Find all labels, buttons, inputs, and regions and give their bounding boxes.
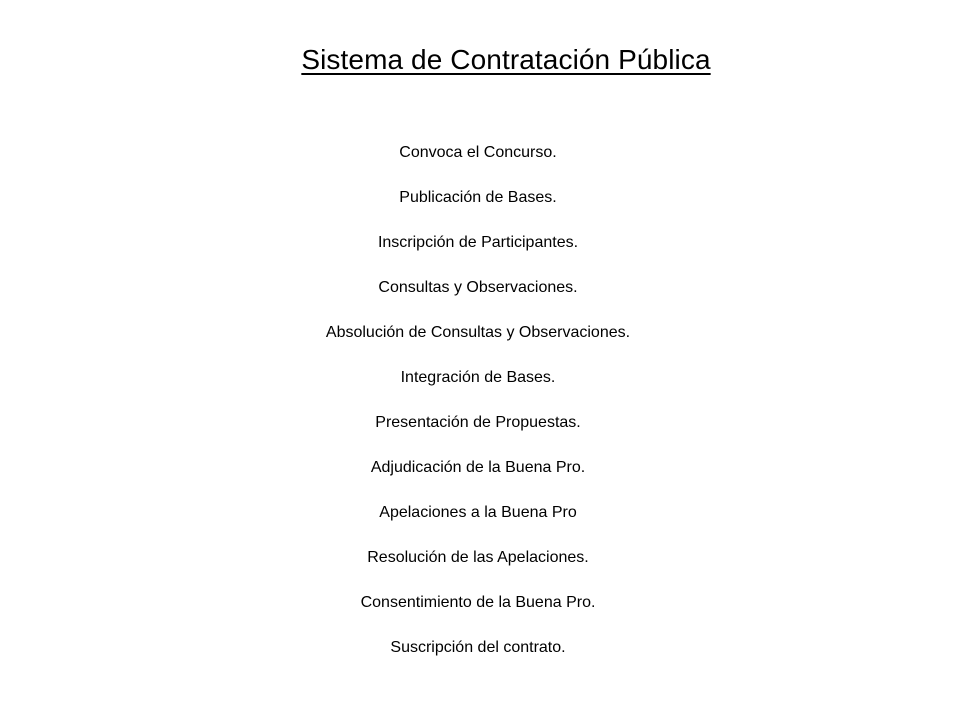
process-step: Absolución de Consultas y Observaciones.	[325, 324, 631, 341]
process-step: Publicación de Bases.	[399, 189, 557, 206]
process-step: Convoca el Concurso.	[399, 144, 557, 161]
slide-title: Sistema de Contratación Pública	[301, 44, 711, 75]
process-step: Resolución de las Apelaciones.	[367, 549, 589, 566]
process-step: Integración de Bases.	[400, 369, 556, 386]
process-step: Apelaciones a la Buena Pro	[379, 504, 577, 521]
process-step: Presentación de Propuestas.	[375, 414, 581, 431]
process-steps-list	[0, 138, 956, 678]
process-step: Consultas y Observaciones.	[378, 279, 578, 296]
process-step: Inscripción de Participantes.	[377, 234, 579, 251]
process-step: Suscripción del contrato.	[390, 639, 566, 656]
process-step: Adjudicación de la Buena Pro.	[370, 459, 586, 476]
process-step: Consentimiento de la Buena Pro.	[360, 594, 596, 611]
